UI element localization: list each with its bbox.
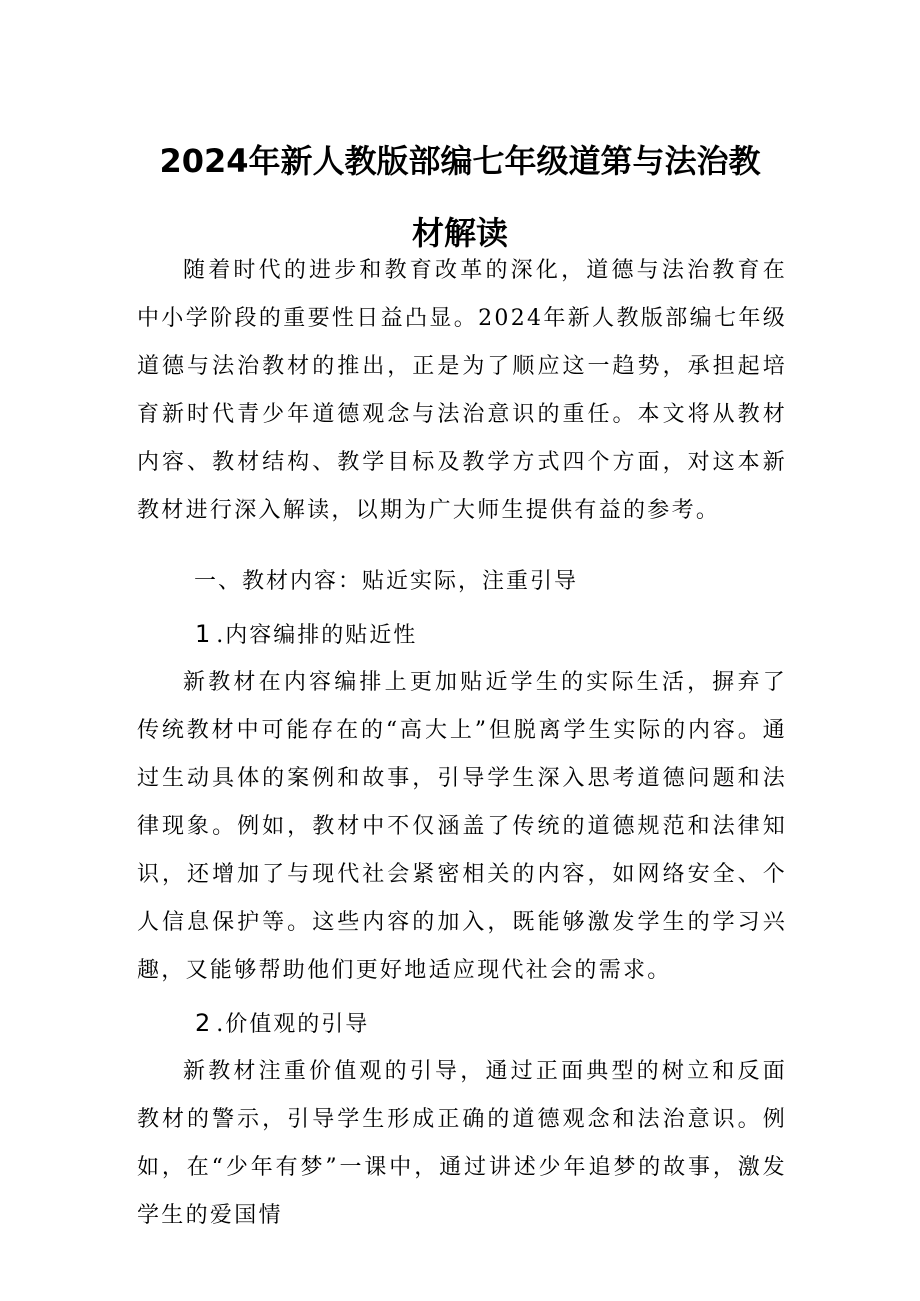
document-title-line-1: 2024年新人教版部编七年级道第与法治教: [159, 142, 761, 180]
intro-paragraph: 随着时代的进步和教育改革的深化，道德与法治教育在中小学阶段的重要性日益凸显。2024年新人教版部编七年级道德与法治教材的推出，正是为了顺应这一趋势，承担起培育新时代青少年道德观念与法治意识的重任。本文将从教材内容、教材结构、教学目标及教学方式四个方面，对这本新教材进行深入解读，以期为广大师生提供有益的参考。: [137, 258, 787, 523]
paragraph-content-relevance: 新教材在内容编排上更加贴近学生的实际生活，摒弃了传统教材中可能存在的“高大上”但脱离学生实际的内容。通过生动具体的案例和故事，引导学生深入思考道德问题和法律现象。例如，教材中不仅涵盖了传统的道德规范和法律知识，还增加了与现代社会紧密相关的内容，如网络安全、个人信息保护等。这些内容的加入，既能够激发学生的学习兴趣，又能够帮助他们更好地适应现代社会的需求。: [137, 670, 787, 983]
subsection-heading-1: [195, 614, 417, 656]
section-heading-content: 一、教材内容：贴近实际，注重引导: [194, 569, 579, 594]
subsection-label-1: .内容编排的贴近性: [216, 623, 418, 648]
subsection-heading-2: [195, 1003, 369, 1045]
document-title-line-2: 材解读: [411, 214, 508, 252]
subsection-number-1: 1: [195, 620, 213, 648]
subsection-number-2: 2: [195, 1009, 213, 1037]
subsection-label-2: .价值观的引导: [216, 1012, 370, 1037]
paragraph-values-guidance: 新教材注重价值观的引导，通过正面典型的树立和反面教材的警示，引导学生形成正确的道德观念和法治意识。例如，在“少年有梦”一课中，通过讲述少年追梦的故事，激发学生的爱国情: [137, 1059, 787, 1228]
